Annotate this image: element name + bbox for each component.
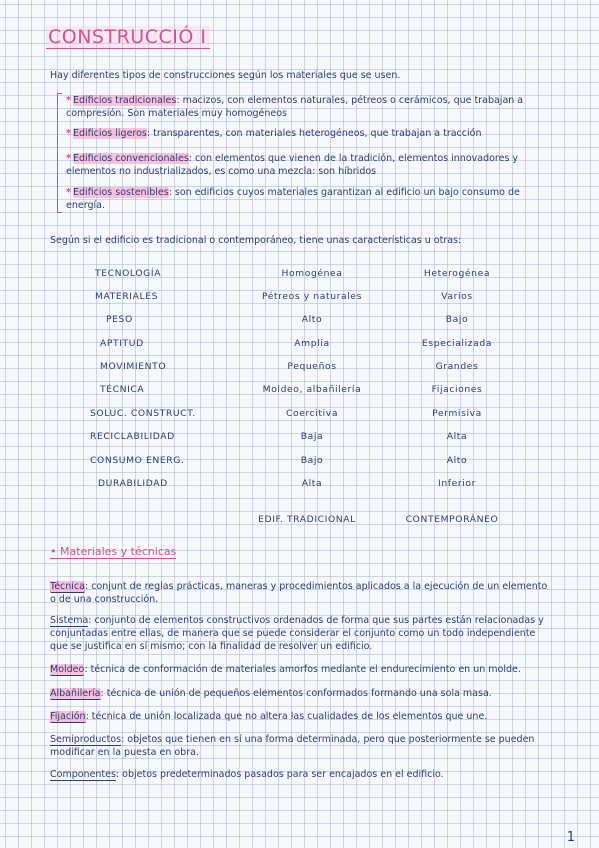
definition-item <box>50 710 550 723</box>
star-icon: * <box>66 128 71 139</box>
type-name: Edificios ligeros <box>72 128 147 139</box>
row-trad: Moldeo, albañilería <box>262 384 362 395</box>
compare-intro: Según si el edificio es tradicional o contemporáneo, tiene unas características u otras: <box>50 235 462 246</box>
definition-item <box>50 687 550 700</box>
row-cont: Alta <box>446 431 468 442</box>
definition-text: : técnica de conformación de materiales amorfos mediante el endurecimiento en un molde. <box>84 664 521 675</box>
row-cont: Varios <box>441 291 473 302</box>
definition-term: Sistema <box>50 615 89 626</box>
row-trad: Alto <box>301 314 323 325</box>
type-name: Edificios convencionales <box>72 153 189 164</box>
definition-item <box>50 663 550 676</box>
definition-text: : conjunto de elementos constructivos ordenados de forma que sus partes están relacionadas y conjuntadas entre ellas, de manera que se puede considerar el conjunto como un todo independiente que se justifica en sí mismo; con la finalidad de resolver un edificio. <box>50 615 544 652</box>
row-label: MOVIMIENTO <box>100 361 167 372</box>
type-item-traditional <box>66 94 546 120</box>
page-title: CONSTRUCCIÓ I <box>46 26 210 49</box>
row-label: DURABILIDAD <box>98 478 168 489</box>
row-label: RECICLABILIDAD <box>90 431 175 442</box>
star-icon: * <box>66 153 71 164</box>
type-name: Edificios tradicionales <box>72 95 177 106</box>
row-trad: Baja <box>300 431 324 442</box>
type-text: : con elementos que vienen de la tradición, elementos innovadores y elementos no industrializados, es como una mezcla: son híbridos <box>66 153 519 177</box>
definition-item <box>50 614 550 653</box>
type-name: Edificios sostenibles <box>72 187 169 198</box>
definition-text: : objetos que tienen en sí una forma determinada, pero que posteriormente se pueden modificar en la puesta en obra. <box>50 734 535 758</box>
type-item-conventional <box>66 152 546 178</box>
row-trad: Alta <box>301 478 323 489</box>
definition-term: Fijación <box>50 711 86 722</box>
type-text: : transparentes, con materiales heterogéneos, que trabajan a tracción <box>146 128 482 139</box>
definition-term: Moldeo <box>50 664 85 675</box>
row-trad: Bajo <box>300 455 324 466</box>
definition-text: : técnica de unión localizada que no altera las cualidades de los elementos que une. <box>85 711 488 722</box>
definition-text: : técnica de unión de pequeños elementos conformados formando una sola masa. <box>100 688 492 699</box>
row-label: TÉCNICA <box>100 384 145 395</box>
section-title: • Materiales y técnicas <box>50 545 177 558</box>
definition-term: Albañilería <box>50 688 101 699</box>
row-label: SOLUC. CONSTRUCT. <box>90 408 196 419</box>
row-cont: Heterogénea <box>423 268 491 279</box>
definition-term: Componentes <box>50 769 116 780</box>
definition-item <box>50 733 550 759</box>
definition-item <box>50 768 550 781</box>
type-text: : macizos, con elementos naturales, pétreos o cerámicos, que trabajan a compresión. Son materiales muy homogéneos <box>66 95 524 119</box>
row-trad: Pequeños <box>287 361 337 372</box>
row-trad: Pétreos y naturales <box>261 291 363 302</box>
footer-contemporary: CONTEMPORÁNEO <box>405 514 499 525</box>
row-cont: Especializada <box>421 338 493 349</box>
row-label: TECNOLOGÍA <box>95 268 162 279</box>
row-trad: Amplia <box>294 338 330 349</box>
row-cont: Bajo <box>445 314 469 325</box>
row-trad: Coercitiva <box>285 408 339 419</box>
row-cont: Inferior <box>438 478 476 489</box>
row-label: CONSUMO ENERG. <box>90 455 185 466</box>
intro-text: Hay diferentes tipos de construcciones según los materiales que se usen. <box>50 70 401 81</box>
star-icon: * <box>66 187 71 198</box>
row-cont: Alto <box>446 455 468 466</box>
definition-term: Técnica <box>50 581 85 592</box>
row-cont: Fijaciones <box>431 384 483 395</box>
definition-text: : conjunt de reglas prácticas, maneras y procedimientos aplicados a la ejecución de un elemento o de una construcción. <box>50 581 548 605</box>
definition-item <box>50 580 550 606</box>
definition-term: Semiproductos <box>50 734 122 745</box>
type-text: : son edificios cuyos materiales garantizan al edificio un bajo consumo de energía. <box>66 187 520 211</box>
page-number: 1 <box>566 830 575 845</box>
definition-text: : objetos predeterminados pasados para ser encajados en el edificio. <box>115 769 444 780</box>
footer-traditional: EDIF. TRADICIONAL <box>258 514 356 525</box>
type-item-sustainable <box>66 186 546 212</box>
row-trad: Homogénea <box>281 268 343 279</box>
bracket-decoration <box>57 93 62 213</box>
row-cont: Permisiva <box>432 408 482 419</box>
row-cont: Grandes <box>435 361 479 372</box>
row-label: PESO <box>106 314 133 325</box>
star-icon: * <box>66 95 71 106</box>
row-label: APTITUD <box>100 338 144 349</box>
row-label: MATERIALES <box>95 291 159 302</box>
type-item-light <box>66 127 546 140</box>
